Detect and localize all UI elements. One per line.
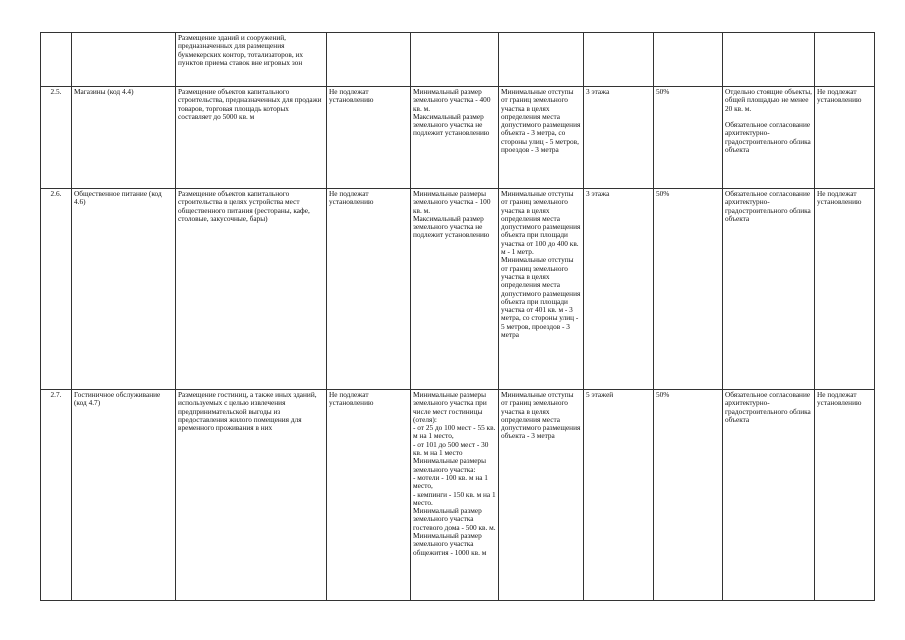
setback-cell: Минимальные отступы от границ земельного участка в целях определения места допустимого размещения объекта при площади участка от 100 до 400 кв. м - 1 метр. Минимальные отступы от границ земельного участка в целях определения места допустимого размещения объекта при площади участка от 401 кв. м - 3 метра, со стороны улиц - 5 метров, проездов - 3 метра — [499, 189, 584, 390]
setback-cell: Минимальные отступы от границ земельного участка в целях определения места допустимого размещения объекта - 3 метра — [499, 390, 584, 601]
conditions-cell: Отдельно стоящие объекты, общей площадью не менее 20 кв. м. Обязательное согласование архитектурно-градостроительного облика объекта — [723, 87, 815, 189]
setback-cell — [499, 33, 584, 87]
table-cell — [815, 33, 875, 87]
conditions-cell: Обязательное согласование архитектурно-градостроительного облика объекта — [723, 189, 815, 390]
land-use-name-cell — [72, 33, 176, 87]
table-cell: Не подлежат установлению — [327, 87, 411, 189]
row-number-cell: 2.6. — [41, 189, 72, 390]
conditions-cell — [723, 33, 815, 87]
table-cell: Не подлежат установлению — [815, 87, 875, 189]
land-use-description-cell: Размещение объектов капитального строительства в целях устройства мест общественного питания (рестораны, кафе, столовые, закусочные, бары) — [176, 189, 327, 390]
max-coverage-cell — [654, 33, 723, 87]
regulations-table — [40, 32, 875, 601]
land-use-description-cell: Размещение объектов капитального строительства, предназначенных для продажи товаров, торговая площадь которых составляет до 5000 кв. м — [176, 87, 327, 189]
land-use-description-cell: Размещение гостиниц, а также иных зданий, используемых с целью извлечения предпринимательской выгоды из предоставления жилого помещения для временного проживания в них — [176, 390, 327, 601]
max-coverage-cell: 50% — [654, 87, 723, 189]
max-coverage-cell: 50% — [654, 390, 723, 601]
table-row — [41, 390, 875, 601]
row-number-cell — [41, 33, 72, 87]
plot-size-cell: Минимальные размеры земельного участка при числе мест гостиницы (отеля): - от 25 до 100 мест - 55 кв. м на 1 место, - от 101 до 500 мест - 30 кв. м на 1 место Минимальные размеры земельного участка: - мотели - 100 кв. м на 1 место, - кемпинги - 150 кв. м на 1 место. Минимальный размер земельного участка гостевого дома - 500 кв. м. Минимальный размер земельного участка общежития - 1000 кв. м — [411, 390, 499, 601]
row-number-cell: 2.5. — [41, 87, 72, 189]
table-cell: Не подлежат установлению — [327, 390, 411, 601]
row-number-cell: 2.7. — [41, 390, 72, 601]
max-floors-cell: 5 этажей — [584, 390, 654, 601]
table-cell: Не подлежат установлению — [327, 189, 411, 390]
table-cell: Не подлежат установлению — [815, 189, 875, 390]
max-floors-cell — [584, 33, 654, 87]
max-coverage-cell: 50% — [654, 189, 723, 390]
table-row — [41, 189, 875, 390]
table-row — [41, 87, 875, 189]
land-use-name-cell: Магазины (код 4.4) — [72, 87, 176, 189]
table-cell — [327, 33, 411, 87]
land-use-name-cell: Общественное питание (код 4.6) — [72, 189, 176, 390]
conditions-cell: Обязательное согласование архитектурно-градостроительного облика объекта — [723, 390, 815, 601]
land-use-description-cell: Размещение зданий и сооружений, предназначенных для размещения букмекерских контор, тотализаторов, их пунктов приема ставок вне игровых зон — [176, 33, 327, 87]
plot-size-cell — [411, 33, 499, 87]
plot-size-cell: Минимальные размеры земельного участка - 100 кв. м. Максимальный размер земельного участка не подлежит установлению — [411, 189, 499, 390]
setback-cell: Минимальные отступы от границ земельного участка в целях определения места допустимого размещения объекта - 3 метра, со стороны улиц - 5 метров, проездов - 3 метра — [499, 87, 584, 189]
land-use-name-cell: Гостиничное обслуживание (код 4.7) — [72, 390, 176, 601]
max-floors-cell: 3 этажа — [584, 189, 654, 390]
plot-size-cell: Минимальный размер земельного участка - 400 кв. м. Максимальный размер земельного участка не подлежит установлению — [411, 87, 499, 189]
table-cell: Не подлежат установлению — [815, 390, 875, 601]
table-row — [41, 33, 875, 87]
max-floors-cell: 3 этажа — [584, 87, 654, 189]
